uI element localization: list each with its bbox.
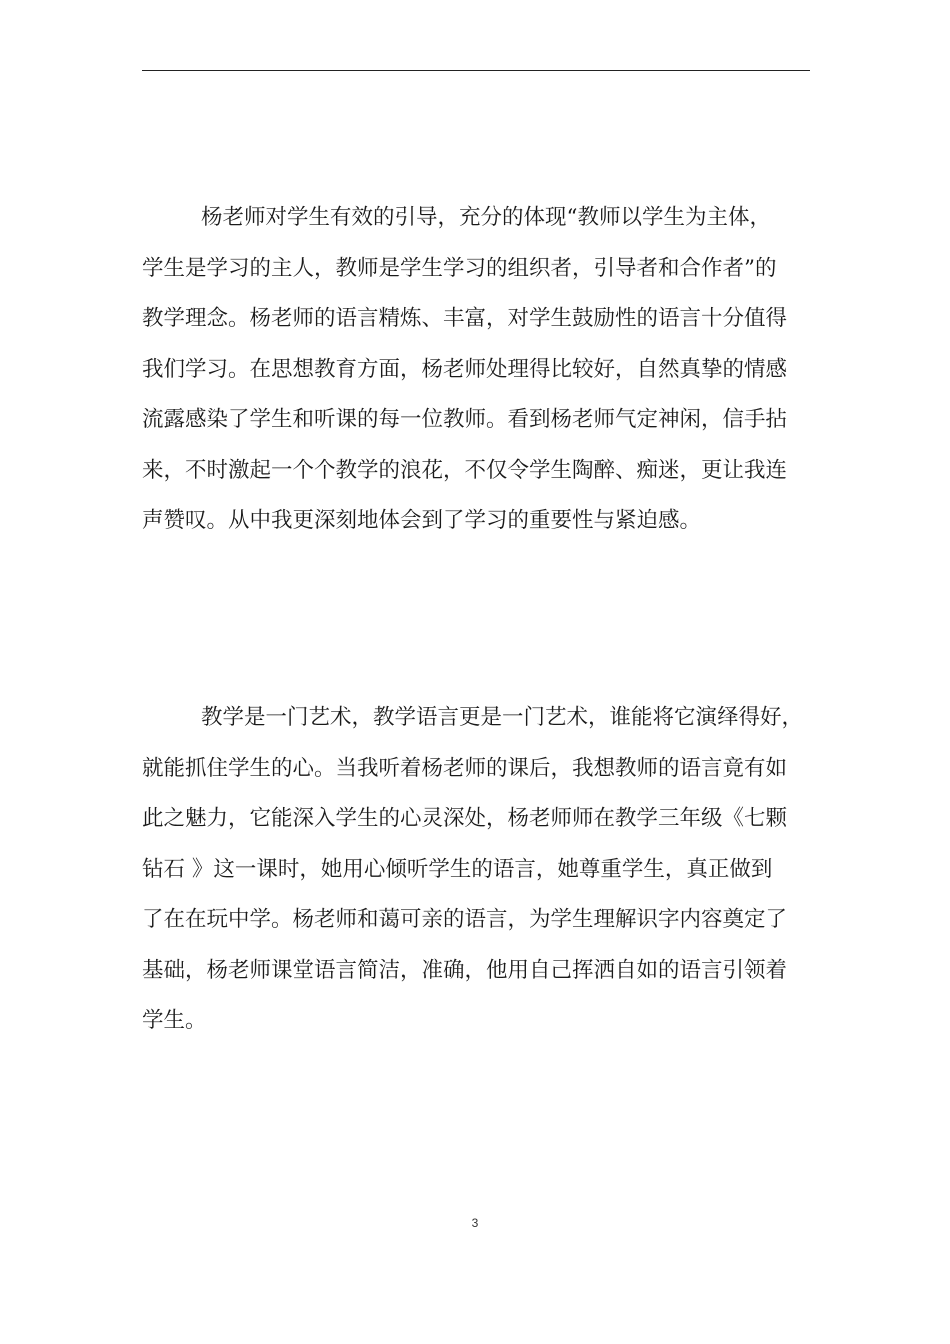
paragraph-line: 了在在玩中学。杨老师和蔼可亲的语言，为学生理解识字内容奠定了 xyxy=(142,907,788,932)
paragraph-line: 学生。 xyxy=(142,1008,207,1033)
paragraph-line: 声赞叹。从中我更深刻地体会到了学习的重要性与紧迫感。 xyxy=(142,508,702,533)
paragraph-line: 此之魅力，它能深入学生的心灵深处，杨老师师在教学三年级《七颗 xyxy=(142,806,788,831)
paragraph-2 xyxy=(142,700,822,1054)
paragraph-line: 杨老师对学生有效的引导，充分的体现“教师以学生为主体， xyxy=(201,205,771,230)
paragraph-line: 钻石 》这一课时，她用心倾听学生的语言，她尊重学生，真正做到 xyxy=(142,856,773,882)
paragraph-line: 教学是一门艺术，教学语言更是一门艺术，谁能将它演绎得好， xyxy=(201,705,804,730)
paragraph-line: 我们学习。在思想教育方面，杨老师处理得比较好，自然真挚的情感 xyxy=(142,356,788,382)
paragraph-line: 教学理念。杨老师的语言精炼、丰富，对学生鼓励性的语言十分值得 xyxy=(142,306,788,331)
page-number: 3 xyxy=(471,1216,479,1230)
paragraph-line: 流露感染了学生和听课的每一位教师。看到杨老师气定神闲，信手拈 xyxy=(142,407,788,432)
paragraph-1 xyxy=(142,200,822,554)
header-rule xyxy=(142,70,810,71)
paragraph-line: 来，不时激起一个个教学的浪花，不仅令学生陶醉、痴迷，更让我连 xyxy=(142,457,788,483)
paragraph-line: 基础，杨老师课堂语言简洁，准确，他用自己挥洒自如的语言引领着 xyxy=(142,957,788,983)
paragraph-line: 学生是学习的主人，教师是学生学习的组织者，引导者和合作者”的 xyxy=(142,255,777,281)
paragraph-line: 就能抓住学生的心。当我听着杨老师的课后，我想教师的语言竟有如 xyxy=(142,755,788,781)
